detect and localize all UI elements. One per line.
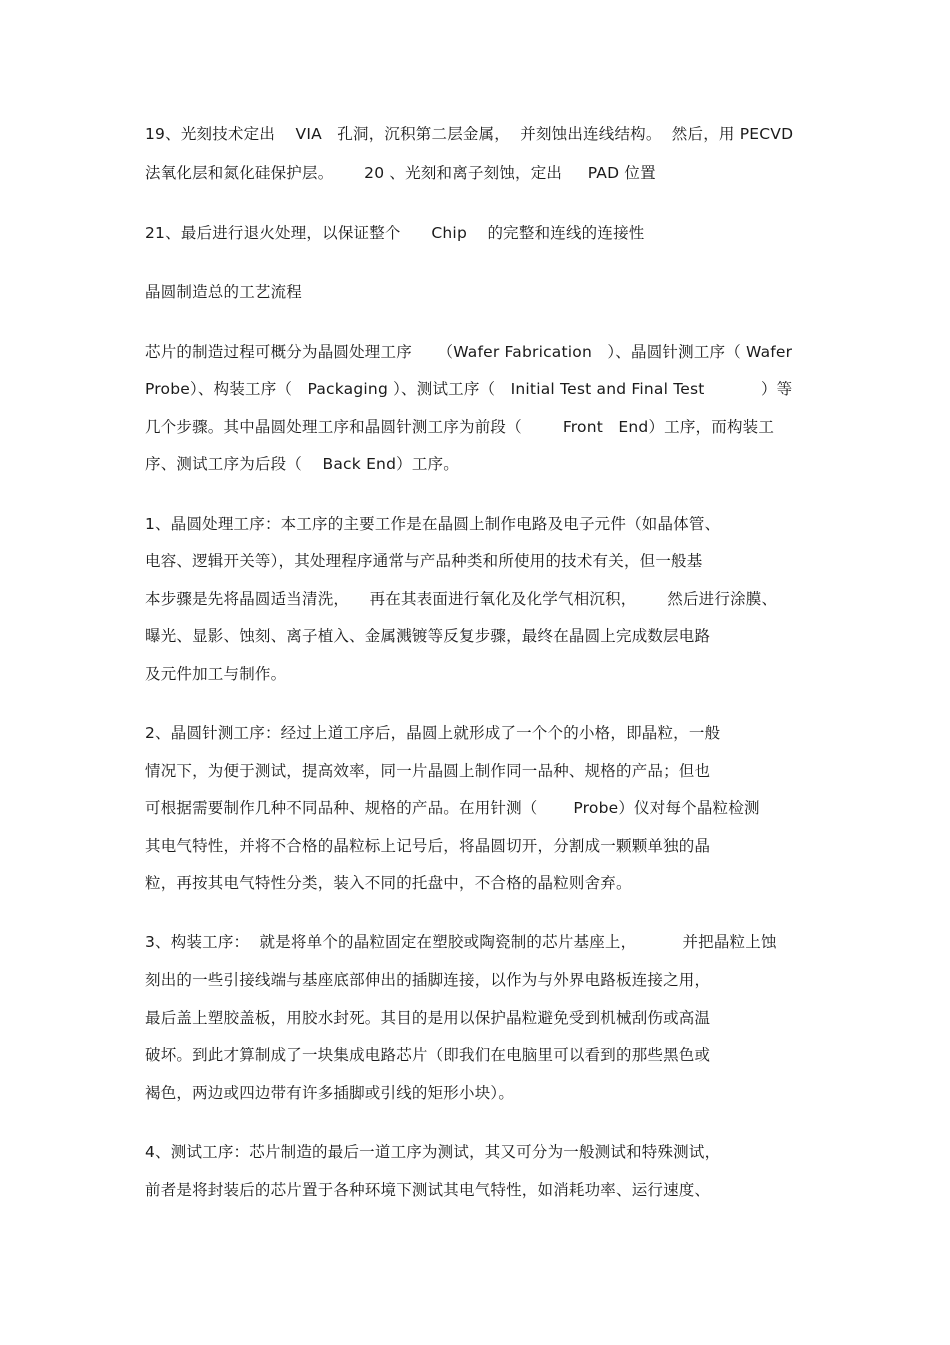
process-2-line-1: 2、晶圆针测工序：经过上道工序后，晶圆上就形成了一个个的小格，即晶粒，一般 [145, 724, 721, 742]
process-2-line-2: 情况下，为便于测试，提高效率，同一片晶圆上制作同一品种、规格的产品；但也 [145, 762, 711, 780]
process-1-line-5: 及元件加工与制作。 [145, 665, 287, 683]
intro-line-3: 几个步骤。其中晶圆处理工序和晶圆针测工序为前段（ Front End）工序，而构装工 [145, 418, 775, 436]
process-1-line-3: 本步骤是先将晶圆适当清洗， 再在其表面进行氧化及化学气相沉积， 然后进行涂膜、 [145, 590, 778, 608]
process-2-line-3: 可根据需要制作几种不同品种、规格的产品。在用针测（ Probe）仪对每个晶粒检测 [145, 799, 760, 817]
process-2-line-5: 粒，再按其电气特性分类，装入不同的托盘中，不合格的晶粒则舍弃。 [145, 874, 632, 892]
process-3-line-1: 3、构装工序： 就是将单个的晶粒固定在塑胶或陶瓷制的芯片基座上， 并把晶粒上蚀 [145, 933, 777, 951]
intro-line-2: Probe）、构装工序（ Packaging ）、测试工序（ Initial Test and Final Test ）等 [145, 380, 793, 398]
step-21-line: 21、最后进行退火处理，以保证整个 Chip 的完整和连线的连接性 [145, 224, 645, 242]
process-3-line-4: 破坏。到此才算制成了一块集成电路芯片（即我们在电脑里可以看到的那些黑色或 [145, 1046, 711, 1064]
process-4-line-1: 4、测试工序：芯片制造的最后一道工序为测试，其又可分为一般测试和特殊测试， [145, 1143, 721, 1161]
process-2-line-4: 其电气特性，并将不合格的晶粒标上记号后，将晶圆切开，分割成一颗颗单独的晶 [145, 837, 711, 855]
process-1-line-1: 1、晶圆处理工序：本工序的主要工作是在晶圆上制作电路及电子元件（如晶体管、 [145, 515, 721, 533]
process-3-line-2: 刻出的一些引接线端与基座底部伸出的插脚连接，以作为与外界电路板连接之用， [145, 971, 711, 989]
process-3-line-5: 褐色，两边或四边带有许多插脚或引线的矩形小块）。 [145, 1084, 515, 1102]
step-19-line-2: 法氧化层和氮化硅保护层。 20 、光刻和离子刻蚀，定出 PAD 位置 [145, 164, 656, 182]
process-3-line-3: 最后盖上塑胶盖板，用胶水封死。其目的是用以保护晶粒避免受到机械刮伤或高温 [145, 1009, 711, 1027]
step-19-line-1: 19、光刻技术定出 VIA 孔洞，沉积第二层金属， 并刻蚀出连线结构。 然后，用 PECVD [145, 125, 794, 143]
section-title: 晶圆制造总的工艺流程 [145, 283, 303, 301]
process-1-line-4: 曝光、显影、蚀刻、离子植入、金属溅镀等反复步骤，最终在晶圆上完成数层电路 [145, 627, 711, 645]
process-1-line-2: 电容、逻辑开关等），其处理程序通常与产品种类和所使用的技术有关，但一般基 [145, 552, 703, 570]
process-4-line-2: 前者是将封装后的芯片置于各种环境下测试其电气特性，如消耗功率、运行速度、 [145, 1181, 711, 1199]
intro-line-4: 序、测试工序为后段（ Back End）工序。 [145, 455, 459, 473]
intro-line-1: 芯片的制造过程可概分为晶圆处理工序 （Wafer Fabrication ）、晶圆针测工序（ Wafer [145, 343, 793, 361]
